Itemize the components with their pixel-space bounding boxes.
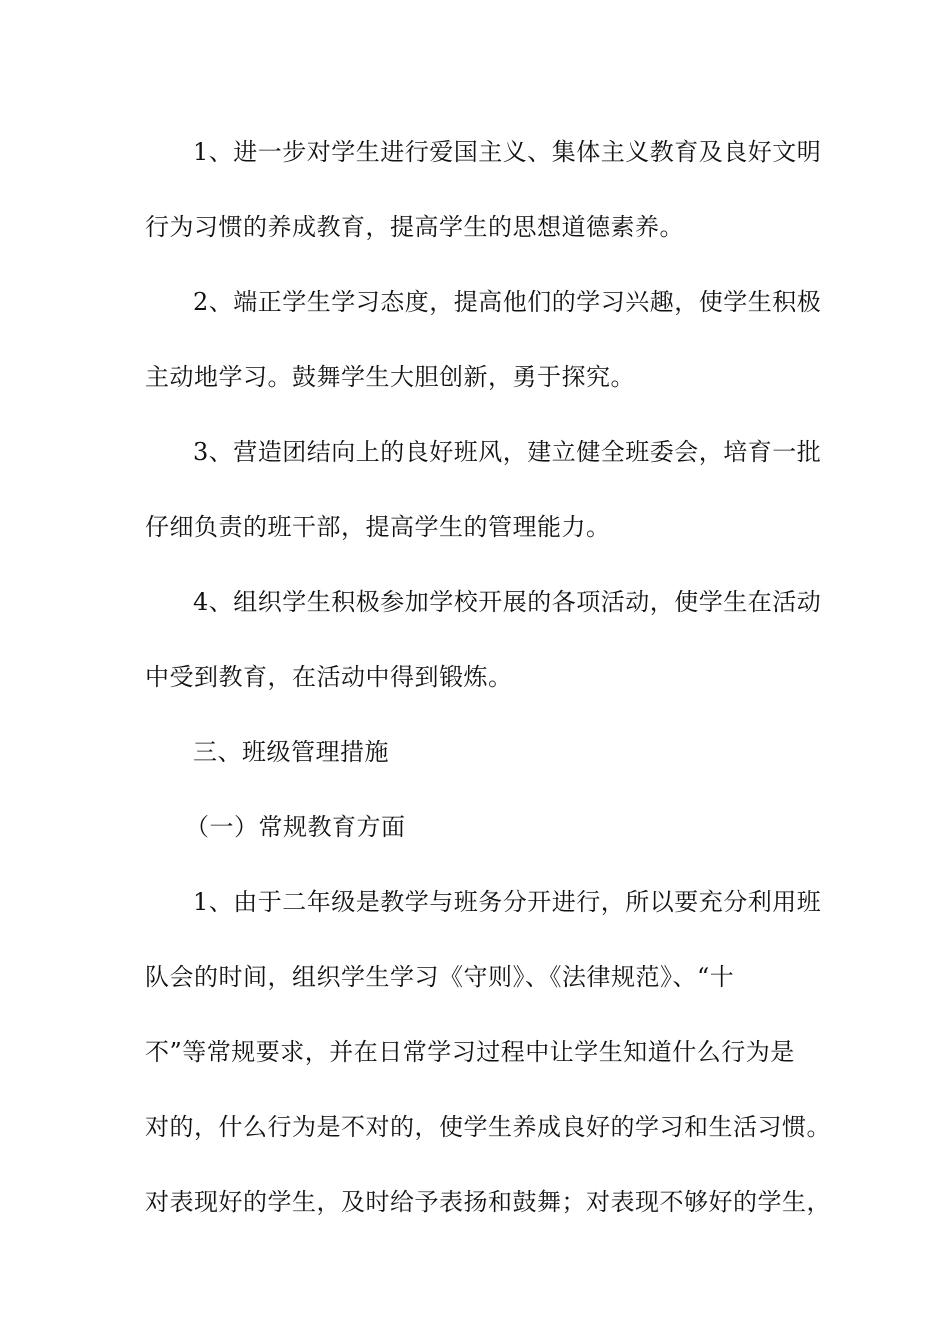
- paragraph-3-line-1: 3、营造团结向上的良好班风，建立健全班委会，培育一批: [193, 438, 822, 466]
- paragraph-2-line-2: 主动地学习。鼓舞学生大胆创新，勇于探究。: [145, 363, 635, 391]
- paragraph-4-line-1: 4、组织学生积极参加学校开展的各项活动，使学生在活动: [193, 588, 822, 616]
- paragraph-5-line-4: 对的，什么行为是不对的，使学生养成良好的学习和生活习惯。: [145, 1113, 831, 1141]
- section-heading: 三、班级管理措施: [193, 738, 389, 766]
- paragraph-1-line-2: 行为习惯的养成教育，提高学生的思想道德素养。: [145, 213, 684, 241]
- paragraph-5-line-5: 对表现好的学生，及时给予表扬和鼓舞；对表现不够好的学生，: [145, 1188, 831, 1216]
- paragraph-1-line-1: 1、进一步对学生进行爱国主义、集体主义教育及良好文明: [193, 138, 822, 166]
- subsection-heading: （一）常规教育方面: [185, 813, 406, 841]
- paragraph-5-line-1: 1、由于二年级是教学与班务分开进行，所以要充分利用班: [193, 888, 822, 916]
- paragraph-2-line-1: 2、端正学生学习态度，提高他们的学习兴趣，使学生积极: [193, 288, 822, 316]
- paragraph-5-line-3: 不”等常规要求，并在日常学习过程中让学生知道什么行为是: [145, 1038, 795, 1066]
- paragraph-5-line-2: 队会的时间，组织学生学习《守则》、《法律规范》、“十: [145, 963, 735, 991]
- paragraph-3-line-2: 仔细负责的班干部，提高学生的管理能力。: [145, 513, 611, 541]
- paragraph-4-line-2: 中受到教育，在活动中得到锻炼。: [145, 663, 513, 691]
